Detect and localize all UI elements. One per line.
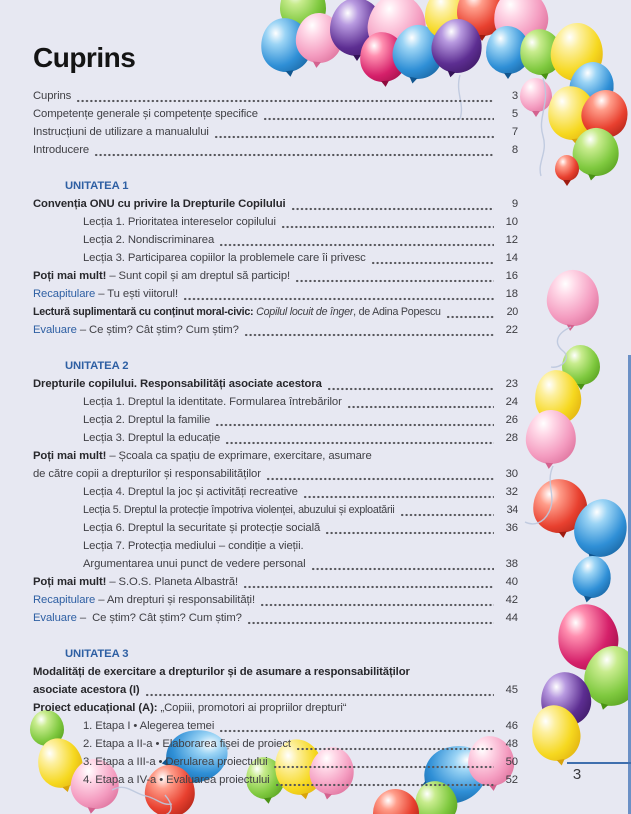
toc-entry [33,106,518,124]
dot-leader [295,268,494,286]
toc-text: Lecția 3. Dreptul la educație [83,432,221,444]
toc-text: UNITATEA 3 [65,648,129,660]
toc-text: – Ce știm? Cât știm? Cum știm? [76,324,239,336]
page-ref: 48 [505,738,518,750]
page-ref: 16 [505,270,518,282]
toc-text: Recapitulare [33,594,96,606]
toc-text: Lecția 4. Dreptul la joc și activități recreative [83,486,298,498]
dot-leader [94,142,494,160]
toc-text: Lecția 2. Dreptul la familie [83,414,211,426]
page-ref: 38 [505,558,518,570]
dot-leader [275,772,494,790]
toc-text: Convenția ONU cu privire la Drepturile Copilului [33,198,286,210]
toc-text: Lecția 1. Dreptul la identitate. Formularea întrebărilor [83,396,342,408]
toc-text: Evaluare [33,612,77,624]
toc-entry [33,592,518,610]
toc-text: Lectură suplimentară cu conținut moral-civic: [33,306,254,318]
page-ref: 45 [505,684,518,696]
toc-text: Poți mai mult! [33,270,107,282]
toc-entry [33,574,518,592]
dot-leader [266,466,494,484]
toc-text: Modalități de exercitare a drepturilor și de asumare a responsabilităților [33,666,410,678]
dot-leader [371,250,494,268]
dot-leader [219,718,494,736]
page-ref: 23 [505,378,518,390]
dot-leader [273,754,494,772]
dot-leader [311,556,494,574]
page-ref: 28 [505,432,518,444]
toc-text: 1. Etapa I • Alegerea temei [83,720,215,732]
toc-entry [33,430,518,448]
page-ref: 30 [505,468,518,480]
dot-leader [145,682,494,700]
page-ref: 12 [505,234,518,246]
toc-text: Proiect educațional (A): [33,702,158,714]
toc-text: Lecția 7. Protecția mediului – condiție a vieții. [83,540,304,552]
toc-text: – Tu ești viitorul! [95,288,178,300]
toc-text: Lecția 1. Prioritatea intereselor copilului [83,216,276,228]
page-ref: 10 [505,216,518,228]
dot-leader [183,286,494,304]
toc-entry [33,376,518,394]
dot-leader [291,196,494,214]
toc-text: Argumentarea unui punct de vedere personal [83,558,306,570]
dot-leader [263,106,494,124]
toc-entry [33,142,518,160]
toc-text: Recapitulare [33,288,96,300]
dot-leader [244,322,494,340]
toc-entry [33,538,518,556]
toc-text: 2. Etapa a II-a • Elaborarea fișei de proiect [83,738,291,750]
page-ref: 22 [505,324,518,336]
toc-entry [33,232,518,250]
toc-entry [33,322,518,340]
dot-leader [243,574,494,592]
toc-entry [33,196,518,214]
toc-text: „Copiii, promotori ai propriilor drepturi“ [157,702,347,714]
toc-text: Lecția 6. Dreptul la securitate și protecție socială [83,522,321,534]
toc-text: Introducere [33,144,90,156]
toc-text: 3. Etapa a III-a • Derularea proiectului [83,756,268,768]
toc-text: Instrucțiuni de utilizare a manualului [33,126,209,138]
dot-leader [214,124,494,142]
page-ref: 9 [511,198,518,210]
toc-text: UNITATEA 2 [65,360,129,372]
toc-entry [33,754,518,772]
toc-text: – Sunt copil și am dreptul să particip! [106,270,291,282]
toc-text: – S.O.S. Planeta Albastră! [106,576,238,588]
toc-text: Copilul locuit de înger [253,306,354,318]
toc-entry [33,484,518,502]
toc-entry [33,448,518,466]
page-ref: 42 [505,594,518,606]
toc-entry [33,736,518,754]
toc-text: – Am drepturi și responsabilități! [95,594,255,606]
toc-entry [33,268,518,286]
page-number: 3 [572,766,582,783]
toc-text: – Școala ca spațiu de exprimare, exercitare, asumare [106,450,372,462]
toc-text: Lecția 5. Dreptul la protecție împotriva violenței, abuzului și exploatării [83,504,395,516]
toc-text: Lecția 2. Nondiscriminarea [83,234,215,246]
dot-leader [303,484,494,502]
page-ref: 36 [505,522,518,534]
dot-leader [325,520,494,538]
unit-label [33,646,518,664]
dot-leader [219,232,494,250]
dot-leader [215,412,494,430]
page-ref: 18 [505,288,518,300]
toc-entry [33,556,518,574]
toc-entry [33,88,518,106]
dot-leader [400,502,494,520]
dot-leader [327,376,494,394]
page-ref: 34 [506,504,518,516]
page-ref: 3 [511,90,518,102]
toc-text: Lecția 3. Participarea copiilor la problemele care îi privesc [83,252,366,264]
page-ref: 20 [506,306,518,318]
toc-entry [33,124,518,142]
toc-text: Competențe generale și competențe specifice [33,108,258,120]
page-ref: 44 [505,612,518,624]
dot-leader [260,592,494,610]
toc-entry [33,304,518,322]
toc-text: , de Adina Popescu [353,306,441,318]
toc-entry [33,250,518,268]
page-ref: 5 [511,108,518,120]
page-title: Cuprins [33,42,136,73]
footer-rule [567,762,631,764]
dot-leader [76,88,494,106]
toc-entry [33,682,518,700]
page-ref: 26 [505,414,518,426]
toc-text: UNITATEA 1 [65,180,129,192]
page-ref: 7 [511,126,518,138]
toc-entry [33,664,518,682]
dot-leader [281,214,494,232]
toc-entry [33,772,518,790]
toc [33,88,518,790]
toc-text: Drepturile copilului. Responsabilități asociate acestora [33,378,322,390]
toc-entry [33,286,518,304]
toc-text: Poți mai mult! [33,576,107,588]
toc-text: – Ce știm? Cât știm? Cum știm? [76,612,242,624]
toc-text: 4. Etapa a IV-a • Evaluarea proiectului [83,774,270,786]
unit-label [33,178,518,196]
toc-entry [33,412,518,430]
toc-text: asociate acestora (I) [33,684,140,696]
dot-leader [446,304,494,322]
toc-text: Evaluare [33,324,77,336]
toc-entry [33,394,518,412]
toc-entry [33,610,518,628]
page-ref: 52 [505,774,518,786]
unit-label [33,358,518,376]
toc-entry [33,520,518,538]
page-ref: 46 [505,720,518,732]
dot-leader [296,736,494,754]
page-ref: 40 [505,576,518,588]
page-ref: 50 [505,756,518,768]
dot-leader [247,610,494,628]
page-ref: 8 [511,144,518,156]
toc-entry [33,466,518,484]
toc-text: Poți mai mult! [33,450,107,462]
dot-leader [347,394,494,412]
page-ref: 24 [505,396,518,408]
toc-entry [33,718,518,736]
toc-entry [33,502,518,520]
toc-entry [33,214,518,232]
dot-leader [225,430,494,448]
page-ref: 32 [505,486,518,498]
toc-text: Cuprins [33,90,72,102]
toc-text: de către copii a drepturilor și responsabilităților [33,468,261,480]
toc-entry [33,700,518,718]
page-ref: 14 [505,252,518,264]
